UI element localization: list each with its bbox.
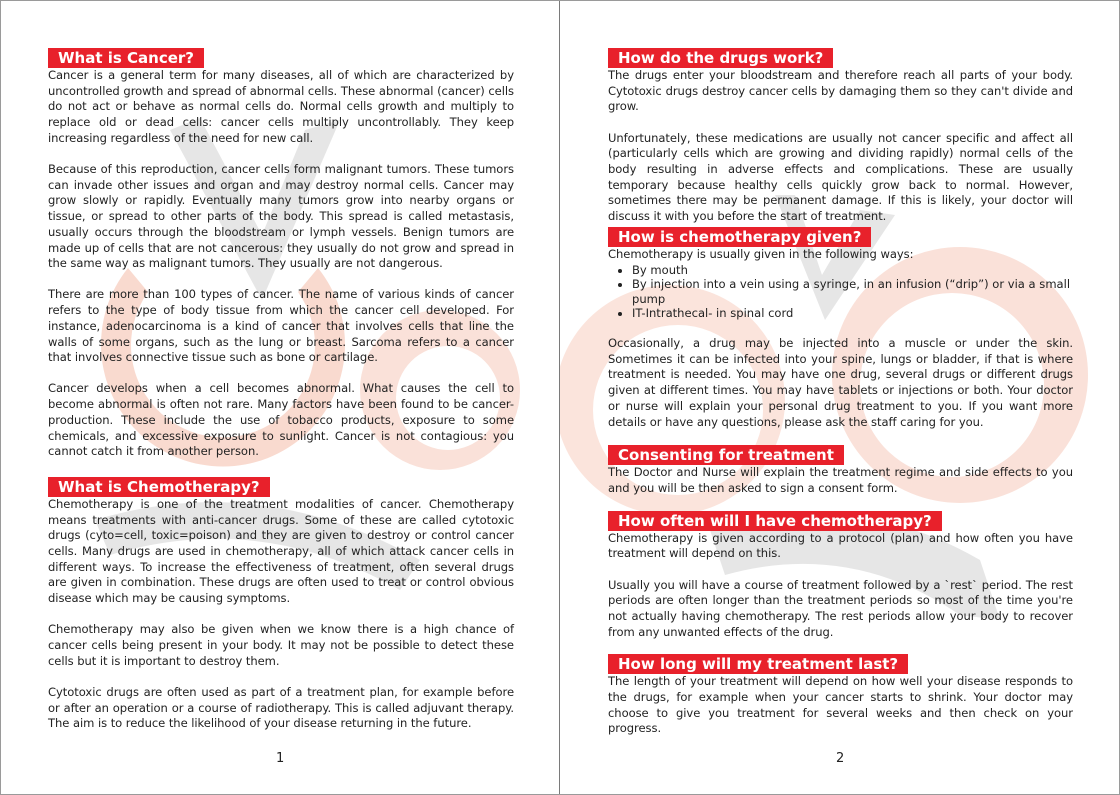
page-number: 2 bbox=[836, 751, 845, 766]
heading-how-is-chemotherapy-given: How is chemotherapy given? bbox=[608, 227, 871, 247]
page-number: 1 bbox=[276, 751, 285, 766]
paragraph: Cancer develops when a cell becomes abnormal. What causes the cell to become abnormal is often not rare. Many factors have been found to be cancer-production. These include the use of tobacco products, exposure to some chemicals, and excessive exposure to sunlight. Cancer is not contagious: you cannot catch it from another person. bbox=[48, 381, 514, 459]
heading-how-do-drugs-work: How do the drugs work? bbox=[608, 48, 833, 68]
paragraph: The drugs enter your bloodstream and therefore reach all parts of your body. Cytotoxic drugs destroy cancer cells by damaging them so they can't divide and grow. bbox=[608, 68, 1073, 114]
heading-consenting-for-treatment: Consenting for treatment bbox=[608, 445, 844, 465]
paragraph: There are more than 100 types of cancer. The name of various kinds of cancer refers to the type of body tissue from which the cancer cell developed. For instance, adenocarcinoma is a kind of cancer that involves cells that line the walls of some organs, such as the lung or breast. Sarcoma refers to a cancer that involves connective tissue such as bone or cartilage. bbox=[48, 287, 514, 365]
paragraph: Cytotoxic drugs are often used as part of a treatment plan, for example before or after an operation or a course of radiotherapy. This is called adjuvant therapy. The aim is to reduce the likelihood of your disease returning in the future. bbox=[48, 685, 514, 731]
list-item: • By injection into a vein using a syringe, in an infusion (“drip”) or via a small pump bbox=[632, 277, 1073, 306]
page-1 bbox=[0, 0, 559, 795]
heading-how-often-chemotherapy: How often will I have chemotherapy? bbox=[608, 511, 942, 531]
page-2-content bbox=[608, 48, 1073, 737]
paragraph: Chemotherapy may also be given when we know there is a high chance of cancer cells being present in your body. It may not be possible to detect these cells but it is important to destroy them. bbox=[48, 622, 514, 668]
paragraph: Occasionally, a drug may be injected into a muscle or under the skin. Sometimes it can be infected into your spine, lungs or bladder, if that is where treatment is needed. You may have one drug, several drugs or different drugs given at different times. You may have tablets or injections or both. Your doctor or nurse will explain your personal drug treatment to you. If you want more details or have any questions, please ask the staff caring for you. bbox=[608, 336, 1073, 429]
paragraph: Chemotherapy is given according to a protocol (plan) and how often you have treatment will depend on this. bbox=[608, 530, 1073, 561]
page-1-content bbox=[48, 48, 514, 732]
page-2 bbox=[560, 0, 1120, 795]
list-item: • IT-Intrathecal- in spinal cord bbox=[632, 306, 1073, 321]
heading-what-is-chemotherapy: What is Chemotherapy? bbox=[48, 477, 270, 497]
paragraph: Cancer is a general term for many diseases, all of which are characterized by uncontrolled growth and spread of abnormal cells. These abnormal (cancer) cells do not act or behave as normal cells do. Normal cells growth and multiply to replace old or dead cells: cancer cells multiply uncontrollably. They keep increasing regardless of the need for new call. bbox=[48, 68, 514, 145]
paragraph: The length of your treatment will depend on how well your disease responds to the drugs, for example when your cancer starts to shrink. Your doctor may choose to give you treatment for several weeks and then check on your progress. bbox=[608, 674, 1073, 736]
list-item: • By mouth bbox=[632, 263, 1073, 278]
paragraph: The Doctor and Nurse will explain the treatment regime and side effects to you and you will be then asked to sign a consent form. bbox=[608, 465, 1073, 495]
paragraph: Because of this reproduction, cancer cells form malignant tumors. These tumors can invade other issues and organ and may destroy normal cells. Cancer may grow slowly or rapidly. Eventually many tumors grow into nearby organs or tissue, or spread to other parts of the body. This spread is called metastasis, usually occurs through the bloodstream or lymph vessels. Benign tumors are made up of cells that are not cancerous: they usually do not grow and spread in the same way as malignant tumors. They usually are not dangerous. bbox=[48, 162, 514, 271]
paragraph: Chemotherapy is one of the treatment modalities of cancer. Chemotherapy means treatments with anti-cancer drugs. Some of these are called cytotoxic drugs (cyto=cell, toxic=poison) and they are given to destroy or control cancer cells. Many drugs are used in chemotherapy, all of which attack cancer cells in different ways. To increase the effectiveness of treatment, often several drugs are given in combination. These drugs are often used to treat or control obvious disease which may be causing symptoms. bbox=[48, 496, 514, 606]
delivery-methods-list bbox=[608, 263, 1073, 321]
heading-how-long-treatment: How long will my treatment last? bbox=[608, 654, 908, 674]
paragraph: Chemotherapy is usually given in the following ways: bbox=[608, 246, 914, 261]
paragraph: Usually you will have a course of treatment followed by a `rest` period. The rest periods are often longer than the treatment periods so most of the time you're not actually having chemotherapy. The rest periods allow your body to recover from any unwanted effects of the drug. bbox=[608, 577, 1073, 639]
paragraph: Unfortunately, these medications are usually not cancer specific and affect all (particularly cells which are growing and dividing rapidly) normal cells of the body resulting in adverse effects and complications. These are usually temporary because healthy cells quickly grow back to normal. However, sometimes there may be permanent damage. If this is likely, your doctor will discuss it with you before the start of treatment. bbox=[608, 130, 1073, 224]
heading-what-is-cancer: What is Cancer? bbox=[48, 48, 204, 68]
